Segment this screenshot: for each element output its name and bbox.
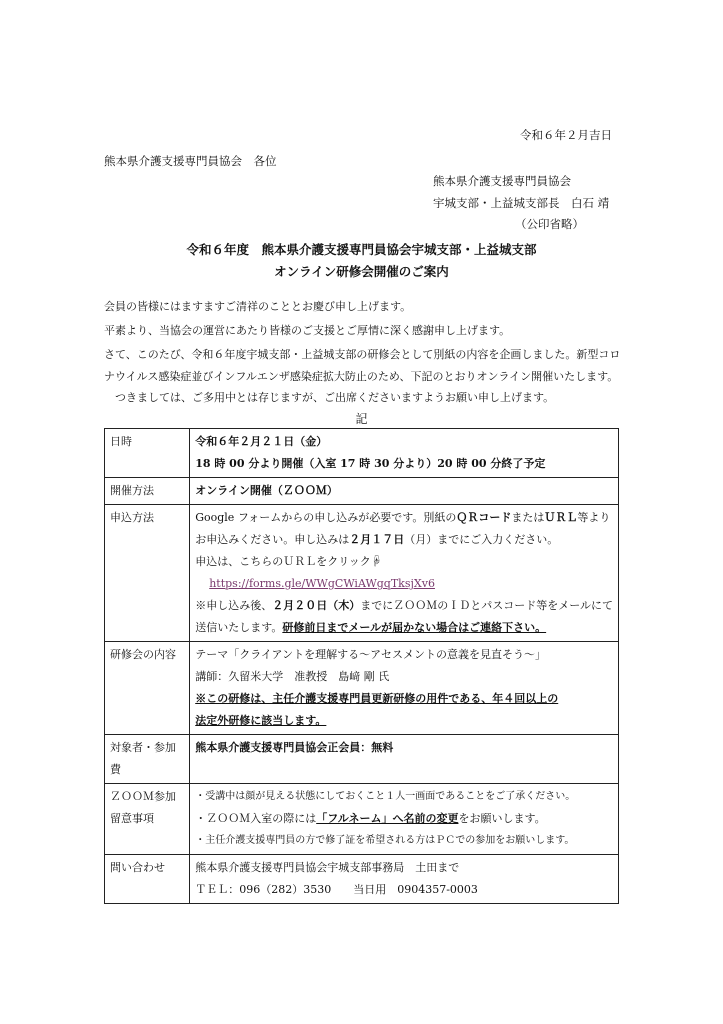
row-value-contact — [190, 855, 619, 904]
body-paragraph-3a: さて、このたび、令和６年度宇城支部・上益城支部の研修会として別紙の内容を企画しました。新型コロ — [104, 348, 621, 361]
zoom-text: をお願いします。 — [458, 812, 546, 825]
apply-text: （月）までにご入力ください。 — [404, 533, 559, 546]
sender-org: 熊本県介護支援専門員協会 — [433, 174, 571, 188]
page-subtitle: オンライン研修会開催のご案内 — [274, 264, 449, 279]
method-value: オンライン開催（ＺＯＯＭ） — [195, 484, 338, 497]
application-form-link[interactable]: https://forms.gle/WWgCWiAWgqTksjXv6 — [209, 577, 435, 590]
seal-note: （公印省略） — [515, 217, 584, 231]
apply-text: ※申し込み後、 — [195, 599, 273, 612]
content-lecturer: 講師：久留米大学 准教授 島﨑 剛 氏 — [195, 670, 390, 683]
content-note-2: 法定外研修に該当します。 — [195, 714, 327, 727]
body-paragraph-1: 会員の皆様にはますますご清祥のこととお慶び申し上げます。 — [104, 300, 412, 313]
body-paragraph-2: 平素より、当協会の運営にあたり皆様のご支援とご厚情に深く感謝申し上げます。 — [104, 324, 511, 337]
apply-deadline: ２月１７日 — [349, 533, 405, 546]
apply-line-5 — [195, 595, 613, 617]
apply-line-2 — [195, 529, 613, 551]
date-line-2: 18 時 00 分より開催（入室 17 時 30 分より）20 時 00 分終了予定 — [195, 457, 546, 470]
body-paragraph-3b: ナウイルス感染症並びインフルエンザ感染症拡大防止のため、下記のとおりオンライン開催いたします。 — [104, 370, 619, 383]
row-label-date: 日時 — [105, 429, 190, 478]
row-label-content: 研修会の内容 — [105, 642, 190, 735]
table-row — [105, 505, 619, 642]
sender-name: 宇城支部・上益城支部長 白石 靖 — [433, 196, 610, 210]
row-value-method — [190, 478, 619, 505]
info-table — [104, 428, 619, 904]
row-label-apply: 申込方法 — [105, 505, 190, 642]
row-label-method: 開催方法 — [105, 478, 190, 505]
apply-line-3: 申込は、こちらのＵＲＬをクリック☟ — [195, 555, 382, 568]
zoom-text: ・ＺＯＯＭ入室の際には — [195, 812, 317, 825]
contact-office: 熊本県介護支援専門員協会宇城支部事務局 土田まで — [195, 861, 460, 874]
table-row — [105, 784, 619, 855]
table-row — [105, 855, 619, 904]
zoom-id-send-date: ２月２０日（木） — [272, 599, 361, 612]
zoom-note-1: ・受講中は顔が見える状態にしておくこと１人一画面であることをご了承ください。 — [195, 791, 576, 802]
page-title: 令和６年度 熊本県介護支援専門員協会宇城支部・上益城支部 — [186, 242, 537, 257]
body-paragraph-4: つきましては、ご多用中とは存じますが、ご出席くださいますようお願い申し上げます。 — [104, 391, 555, 404]
contact-phone: ＴＥＬ：096（282）3530 当日用 0904357-0003 — [195, 883, 478, 896]
qr-code-text: ＱＲコード — [456, 511, 512, 524]
apply-line-6 — [195, 617, 613, 639]
row-label-zoom — [105, 784, 190, 855]
zoom-label-2: 留意事項 — [110, 812, 154, 825]
table-row — [105, 642, 619, 735]
apply-text: Google フォームからの申し込みが必要です。別紙の — [195, 511, 457, 524]
apply-text: 等より — [577, 511, 611, 524]
table-row — [105, 429, 619, 478]
apply-line-1 — [195, 507, 613, 529]
row-value-zoom — [190, 784, 619, 855]
row-value-apply — [190, 505, 619, 642]
row-value-fee — [190, 735, 619, 784]
apply-url-line — [195, 573, 613, 595]
date-line-1: 令和６年２月２１日（金） — [195, 435, 328, 448]
apply-text: 送信いたします。 — [195, 621, 283, 634]
row-label-contact: 問い合わせ — [105, 855, 190, 904]
contact-notice: 研修前日までメールが届かない場合はご連絡下さい。 — [282, 621, 547, 634]
recipient: 熊本県介護支援専門員協会 各位 — [104, 154, 277, 168]
apply-text: お申込みください。申し込みは — [195, 533, 350, 546]
fee-value: 熊本県介護支援専門員協会正会員：無料 — [195, 741, 394, 754]
row-value-content — [190, 642, 619, 735]
row-label-fee: 対象者・参加費 — [105, 735, 190, 784]
issue-date: 令和６年２月吉日 — [520, 128, 612, 142]
zoom-label-1: ＺＯＯＭ参加 — [110, 790, 176, 803]
content-theme: テーマ「クライアントを理解する～アセスメントの意義を見直そう～」 — [195, 648, 547, 661]
fullname-instruction: 「フルネーム」へ名前の変更 — [316, 812, 459, 825]
table-row — [105, 478, 619, 505]
row-value-date — [190, 429, 619, 478]
content-note-1: ※この研修は、主任介護支援専門員更新研修の用件である、年４回以上の — [195, 692, 559, 705]
zoom-note-2 — [195, 808, 613, 830]
table-row — [105, 735, 619, 784]
apply-text: までにＺＯＯＭのＩＤとパスコード等をメールにて — [360, 599, 613, 612]
url-text: ＵＲＬ — [544, 511, 578, 524]
apply-text: または — [511, 511, 545, 524]
zoom-note-3: ・主任介護支援専門員の方で修了証を希望される方はＰＣでの参加をお願いします。 — [195, 835, 575, 846]
ki-heading: 記 — [355, 412, 368, 426]
